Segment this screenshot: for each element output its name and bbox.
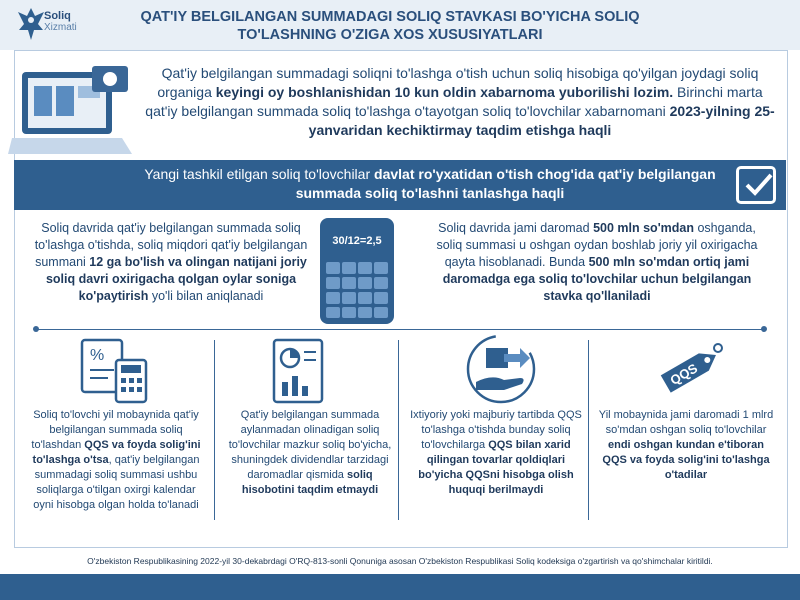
intro-part-1: Qat'iy belgilangan summadagi soliqni to'lashga o'tish uchun soliq hisobiga qo'yilgan joydagi soliq organiga <box>157 65 759 100</box>
band-text <box>110 165 750 203</box>
col1-bold: QQS va foyda solig'ini to'lashga o'tsa <box>32 439 201 466</box>
mid-right-part-2: oshganda, soliq summasi u oshgan oydan boshlab joriy yil oxirigacha qayta hisoblanadi. Bunda <box>436 221 758 269</box>
qqs-tag-icon <box>652 336 728 404</box>
mid-right-bold-2: 500 mln so'mdan ortiq jami daromadga ega soliq to'lovchilar uchun belgilangan stavka qo'llaniladi <box>442 255 752 303</box>
mid-left-part-2: yo'li bilan aniqlanadi <box>148 289 264 303</box>
col4-bold: endi oshgan kundan e'tiboran QQS va foyda solig'ini to'lashga o'tadilar <box>602 439 770 481</box>
calculator-screen: 30/12=2,5 <box>326 229 388 253</box>
mid-left-part-1: Soliq davrida qat'iy belgilangan summada soliq to'lashga o'tishda, soliq miqdori qat'iy belgilangan summani <box>34 221 308 269</box>
column-separator-3 <box>588 340 589 520</box>
col4-part-1: Yil mobaynida jami daromadi 1 mlrd so'mdan oshgan soliq to'lovchilar <box>598 409 774 436</box>
svg-text:%: % <box>90 347 105 364</box>
page-title <box>110 8 670 44</box>
mid-left-text <box>28 220 314 305</box>
title-line-2: TO'LASHNING O'ZIGA XOS XUSUSIYATLARI <box>237 27 543 43</box>
mid-right-part-1: Soliq davrida jami daromad <box>438 221 594 235</box>
divider-line <box>36 329 764 330</box>
report-chart-icon <box>272 338 328 404</box>
band-bold-1: davlat ro'yxatidan o'tish chog'ida qat'iy belgilangan summada soliq to'lashni tanlashga haqli <box>295 166 716 201</box>
footer-bar <box>0 574 800 600</box>
checkmark-icon <box>736 166 776 204</box>
documents-calculator-icon <box>78 338 150 404</box>
intro-text <box>140 64 780 140</box>
eagle-logo-icon <box>16 4 46 44</box>
divider-dot-left <box>33 326 39 332</box>
brand-sub: Xizmati <box>44 22 77 33</box>
col1-part-2: , qat'iy belgilangan summadagi soliq summasi ushbu soliqlarga o'tilgan oxirgi kalendar oyni hisobga olgan holda to'lanadi <box>33 454 200 511</box>
footer-note: O'zbekiston Respublikasining 2022-yil 30-dekabrdagi O'RQ-813-sonli Qonuniga asosan O'zbekiston Respublikasi Soliq kodeksiga o'zgartirish va qo'shimchalar kiritildi. <box>87 556 713 566</box>
qqs-tag-label: QQS <box>667 360 700 388</box>
logo-text <box>44 10 77 34</box>
band-part-1: Yangi tashkil etilgan soliq to'lovchilar <box>144 166 375 182</box>
title-line-1: QAT'IY BELGILANGAN SUMMADAGI SOLIQ STAVKASI BO'YICHA SOLIQ <box>140 9 640 25</box>
column-separator-1 <box>214 340 215 520</box>
brand-name: Soliq <box>44 10 71 22</box>
column-2-text <box>220 408 400 498</box>
intro-bold-2: 2023-yilning 25-yanvaridan kechiktirmay taqdim etishga haqli <box>308 103 775 138</box>
col2-bold: soliq hisobotini taqdim etmaydi <box>241 469 379 496</box>
mid-right-bold-1: 500 mln so'mdan <box>593 221 694 235</box>
col3-part-1: Ixtiyoriy yoki majburiy tartibda QQS to'lashga o'tishda bunday soliq to'lovchilarga <box>410 409 582 451</box>
intro-bold-1: keyingi oy boshlanishidan 10 kun oldin xabarnoma yuborilishi lozim. <box>215 84 674 100</box>
col1-part-1: Soliq to'lovchi yil mobaynida qat'iy belgilangan summada soliq to'lashdan <box>31 409 199 451</box>
laptop-icon <box>8 62 138 160</box>
mid-left-bold-1: 12 ga bo'lish va olingan natijani joriy soliq davri oxirigacha qolgan oylar soniga ko'paytirish <box>45 255 307 303</box>
hand-goods-icon <box>464 334 538 404</box>
intro-part-2: Birinchi marta qat'iy belgilangan summada soliq to'lashga o'tayotgan soliq to'lovchilar xabarnomani <box>145 84 763 119</box>
col2-part-1: Qat'iy belgilangan summada aylanmadan olinadigan soliq to'lovchilar mazkur soliq bo'yicha, shuningdek dividendlar tarzidagi daromadlar qismida <box>228 409 392 481</box>
col3-bold: QQS bilan xarid qilingan tovarlar qoldiqlari bo'yicha QQSni hisobga olish huquqi berilmaydi <box>418 439 574 496</box>
column-1-text <box>26 408 206 513</box>
mid-right-text <box>428 220 766 305</box>
divider-dot-right <box>761 326 767 332</box>
column-3-text <box>406 408 586 498</box>
column-4-text <box>596 408 776 483</box>
